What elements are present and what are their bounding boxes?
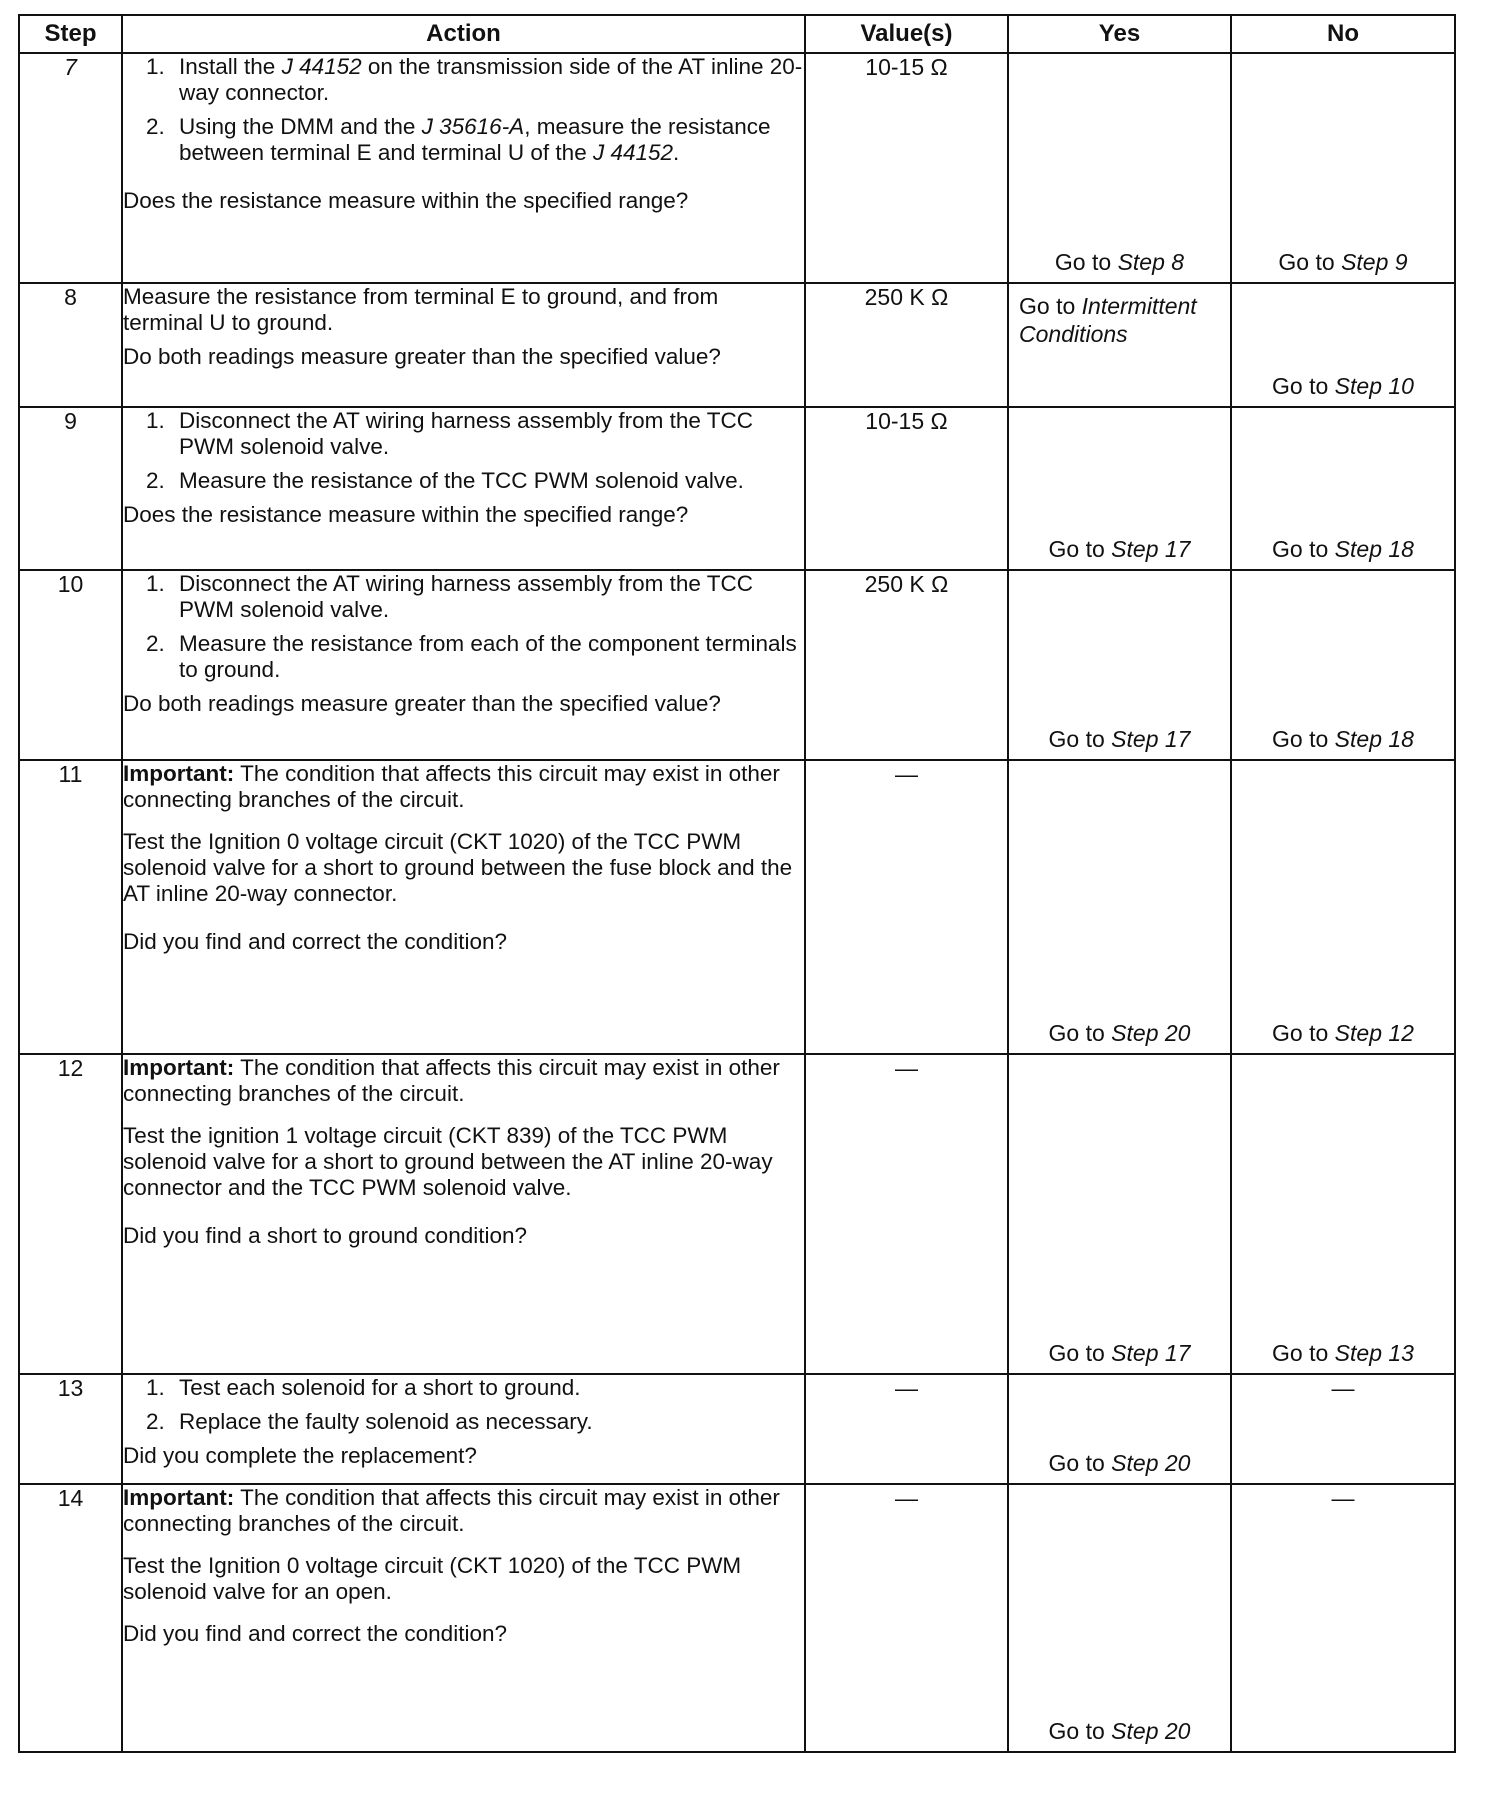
- yes-cell: [1008, 570, 1231, 760]
- action-cell: [122, 760, 805, 1054]
- no-goto: Go to Step 9: [1278, 249, 1408, 275]
- action-question: Do both readings measure greater than the specified value?: [123, 691, 721, 716]
- action-question: Did you complete the replacement?: [123, 1443, 477, 1468]
- no-cell: [1231, 760, 1455, 1054]
- yes-goto: Go to Step 20: [1048, 1450, 1191, 1476]
- step-number: 14: [19, 1484, 122, 1752]
- header-row: [19, 15, 1455, 53]
- header-step: Step: [19, 15, 122, 53]
- value-cell: —: [805, 1374, 1008, 1484]
- no-goto: Go to Step 18: [1272, 536, 1414, 562]
- value-cell: 10-15 Ω: [805, 407, 1008, 570]
- action-steps: [123, 571, 804, 683]
- action-step-item: 2. Measure the resistance from each of the component terminals to ground.: [171, 631, 804, 683]
- action-question: Did you find and correct the condition?: [123, 929, 507, 954]
- yes-goto: Go to Step 20: [1048, 1020, 1191, 1046]
- no-cell: [1231, 570, 1455, 760]
- yes-goto: Go to Intermittent Conditions: [1019, 293, 1197, 347]
- step-number: 10: [19, 570, 122, 760]
- yes-goto: Go to Step 8: [1054, 249, 1185, 275]
- important-note: Important: The condition that affects this circuit may exist in other connecting branches of the circuit.: [123, 1485, 780, 1536]
- no-goto: Go to Step 18: [1272, 726, 1414, 752]
- action-cell: [122, 53, 805, 283]
- yes-goto: Go to Step 17: [1048, 726, 1191, 752]
- action-step-item: 1. Disconnect the AT wiring harness assembly from the TCC PWM solenoid valve.: [171, 571, 804, 623]
- action-cell: [122, 570, 805, 760]
- important-note: Important: The condition that affects this circuit may exist in other connecting branches of the circuit.: [123, 761, 780, 812]
- step-number: 11: [19, 760, 122, 1054]
- action-cell: [122, 407, 805, 570]
- action-question: Does the resistance measure within the specified range?: [123, 502, 689, 527]
- action-text: Test the ignition 1 voltage circuit (CKT 839) of the TCC PWM solenoid valve for a short to ground between the AT inline 20-way connector and the TCC PWM solenoid valve.: [123, 1123, 773, 1200]
- no-cell: —: [1231, 1484, 1455, 1752]
- yes-cell: [1008, 760, 1231, 1054]
- no-cell: [1231, 407, 1455, 570]
- no-goto: Go to Step 13: [1272, 1340, 1414, 1366]
- action-step-item: 1. Test each solenoid for a short to ground.: [171, 1375, 804, 1401]
- action-question: Does the resistance measure within the specified range?: [123, 188, 689, 213]
- table-row-step-13: [19, 1374, 1455, 1484]
- action-cell: [122, 1484, 805, 1752]
- header-no: No: [1231, 15, 1455, 53]
- yes-cell: [1008, 407, 1231, 570]
- yes-cell: [1008, 1374, 1231, 1484]
- table-row-step-8: [19, 283, 1455, 407]
- table-row-step-7: [19, 53, 1455, 283]
- value-cell: 250 K Ω: [805, 283, 1008, 407]
- action-cell: [122, 1054, 805, 1374]
- value-cell: —: [805, 1054, 1008, 1374]
- action-steps: [123, 54, 804, 166]
- value-cell: 250 K Ω: [805, 570, 1008, 760]
- step-number: 13: [19, 1374, 122, 1484]
- action-step-item: 1. Disconnect the AT wiring harness assembly from the TCC PWM solenoid valve.: [171, 408, 804, 460]
- no-cell: [1231, 53, 1455, 283]
- action-text: Measure the resistance from terminal E to ground, and from terminal U to ground.: [123, 284, 719, 335]
- value-cell: 10-15 Ω: [805, 53, 1008, 283]
- action-question: Do both readings measure greater than the specified value?: [123, 344, 721, 369]
- action-step-item: 2. Measure the resistance of the TCC PWM solenoid valve.: [171, 468, 804, 494]
- important-note: Important: The condition that affects this circuit may exist in other connecting branches of the circuit.: [123, 1055, 780, 1106]
- value-cell: —: [805, 760, 1008, 1054]
- action-text: Test the Ignition 0 voltage circuit (CKT 1020) of the TCC PWM solenoid valve for a short to ground between the fuse block and the AT inline 20-way connector.: [123, 829, 793, 906]
- action-text: Test the Ignition 0 voltage circuit (CKT 1020) of the TCC PWM solenoid valve for an open.: [123, 1553, 742, 1604]
- table-row-step-11: [19, 760, 1455, 1054]
- yes-cell: [1008, 1054, 1231, 1374]
- header-action: Action: [122, 15, 805, 53]
- step-number: 7: [19, 53, 122, 283]
- action-step-item: 2. Replace the faulty solenoid as necessary.: [171, 1409, 804, 1435]
- yes-cell: [1008, 53, 1231, 283]
- yes-goto: Go to Step 17: [1048, 1340, 1191, 1366]
- action-cell: [122, 1374, 805, 1484]
- yes-cell: [1008, 283, 1231, 407]
- no-goto: Go to Step 12: [1272, 1020, 1414, 1046]
- action-steps: [123, 1375, 804, 1435]
- step-number: 12: [19, 1054, 122, 1374]
- action-cell: [122, 283, 805, 407]
- step-number: 9: [19, 407, 122, 570]
- action-question: Did you find a short to ground condition?: [123, 1223, 528, 1248]
- action-question: Did you find and correct the condition?: [123, 1621, 507, 1646]
- table-row-step-14: [19, 1484, 1455, 1752]
- yes-goto: Go to Step 17: [1048, 536, 1191, 562]
- yes-cell: [1008, 1484, 1231, 1752]
- table-row-step-10: [19, 570, 1455, 760]
- value-cell: —: [805, 1484, 1008, 1752]
- action-step-item: 2. Using the DMM and the J 35616-A, measure the resistance between terminal E and terminal U of the J 44152.: [171, 114, 804, 166]
- no-cell: [1231, 283, 1455, 407]
- no-cell: —: [1231, 1374, 1455, 1484]
- diagnostic-table: [18, 14, 1456, 1753]
- no-goto: Go to Step 10: [1272, 373, 1414, 399]
- header-yes: Yes: [1008, 15, 1231, 53]
- action-steps: [123, 408, 804, 494]
- table-row-step-12: [19, 1054, 1455, 1374]
- no-cell: [1231, 1054, 1455, 1374]
- yes-goto: Go to Step 20: [1048, 1718, 1191, 1744]
- header-values: Value(s): [805, 15, 1008, 53]
- action-step-item: 1. Install the J 44152 on the transmission side of the AT inline 20-way connector.: [171, 54, 804, 106]
- table-row-step-9: [19, 407, 1455, 570]
- step-number: 8: [19, 283, 122, 407]
